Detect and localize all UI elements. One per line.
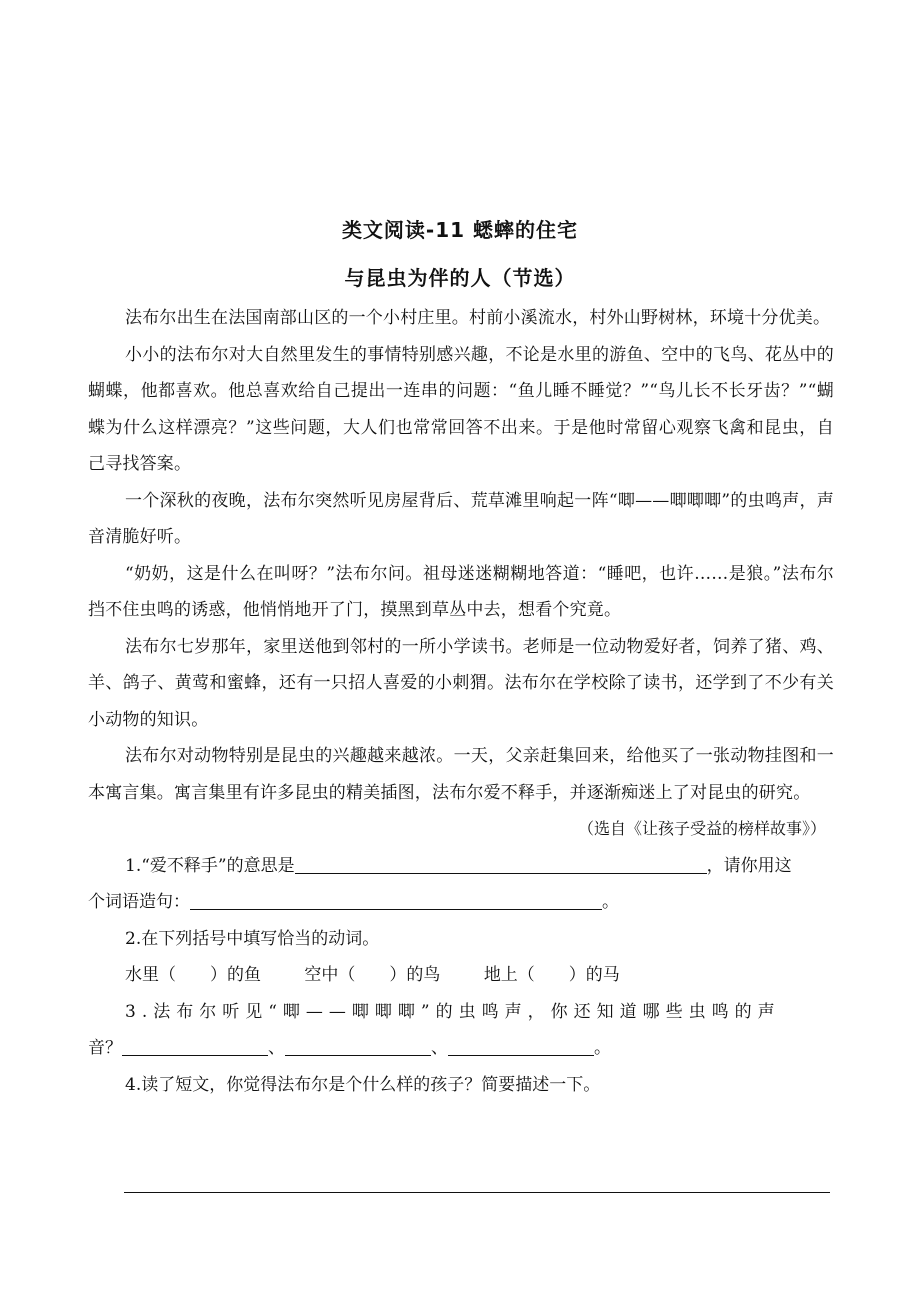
paragraph: 一个深秋的夜晚，法布尔突然听见房屋背后、荒草滩里响起一阵“唧——唧唧唧”的虫鸣声，声音清脆好听。 <box>88 490 834 547</box>
q3-separator: 、 <box>431 1038 448 1058</box>
q1-text: 个词语造句： <box>88 892 190 912</box>
page-title: 类文阅读-11 蟋蟀的住宅 <box>341 218 579 242</box>
q1-end: 。 <box>602 892 619 912</box>
q3-answer-blank[interactable] <box>122 1037 268 1056</box>
paragraph: 小小的法布尔对大自然里发生的事情特别感兴趣，不论是水里的游鱼、空中的飞鸟、花丛中的蝴蝶，他都喜欢。他总喜欢给自己提出一连串的问题：“鱼儿睡不睡觉？”“鸟儿长不长牙齿？”“蝴蝶为什么这样漂亮？”这些问题，大人们也常常回答不出来。于是他时常留心观察飞禽和昆虫，自己寻找答案。 <box>88 344 834 474</box>
question-4: 4.读了短文，你觉得法布尔是个什么样的孩子？简要描述一下。 <box>125 1074 601 1095</box>
fill-item[interactable]: 地上（ ）的马 <box>483 965 620 985</box>
q3-separator: 、 <box>268 1038 285 1058</box>
q3-answer-blank[interactable] <box>285 1037 431 1056</box>
q3-answer-blank[interactable] <box>448 1037 594 1056</box>
q4-answer-line[interactable] <box>124 1192 830 1193</box>
source-citation: （选自《让孩子受益的榜样故事》） <box>577 819 826 838</box>
article-title: 与昆虫为伴的人（节选） <box>344 266 576 290</box>
question-3-cont <box>88 1030 834 1067</box>
question-1 <box>88 848 834 885</box>
q1-text: 1.“爱不释手”的意思是 <box>125 855 295 876</box>
paragraph: 法布尔七岁那年，家里送他到邻村的一所小学读书。老师是一位动物爱好者，饲养了猪、鸡、羊、鸽子、黄莺和蜜蜂，还有一只招人喜爱的小刺猬。法布尔在学校除了读书，还学到了不少有关小动物的知识。 <box>88 636 834 730</box>
q1-sentence-blank[interactable] <box>190 891 602 910</box>
question-3: 3.法布尔听见“唧——唧唧唧”的虫鸣声，你还知道哪些虫鸣的声 <box>125 1001 781 1022</box>
fill-item[interactable]: 水里（ ）的鱼 <box>125 965 261 985</box>
paragraph: “奶奶，这是什么在叫呀？”法布尔问。祖母迷迷糊糊地答道：“睡吧，也许……是狼。”法布尔挡不住虫鸣的诱惑，他悄悄地开了门，摸黑到草丛中去，想看个究竟。 <box>88 563 834 620</box>
question-1-cont <box>88 884 834 921</box>
fill-item[interactable]: 空中（ ）的鸟 <box>304 965 441 985</box>
question-2: 2.在下列括号中填写恰当的动词。 <box>125 928 380 949</box>
q3-end: 。 <box>594 1038 611 1058</box>
reading-body <box>88 300 834 1103</box>
question-2-items <box>88 957 834 994</box>
q1-meaning-blank[interactable] <box>295 855 707 874</box>
paragraph: 法布尔对动物特别是昆虫的兴趣越来越浓。一天，父亲赶集回来，给他买了一张动物挂图和一本寓言集。寓言集里有许多昆虫的精美插图，法布尔爱不释手，并逐渐痴迷上了对昆虫的研究。 <box>88 746 834 803</box>
q3-text: 音？ <box>88 1038 122 1058</box>
paragraph: 法布尔出生在法国南部山区的一个小村庄里。村前小溪流水，村外山野树林，环境十分优美。 <box>125 308 831 328</box>
q1-text: ，请你用这 <box>706 855 792 876</box>
